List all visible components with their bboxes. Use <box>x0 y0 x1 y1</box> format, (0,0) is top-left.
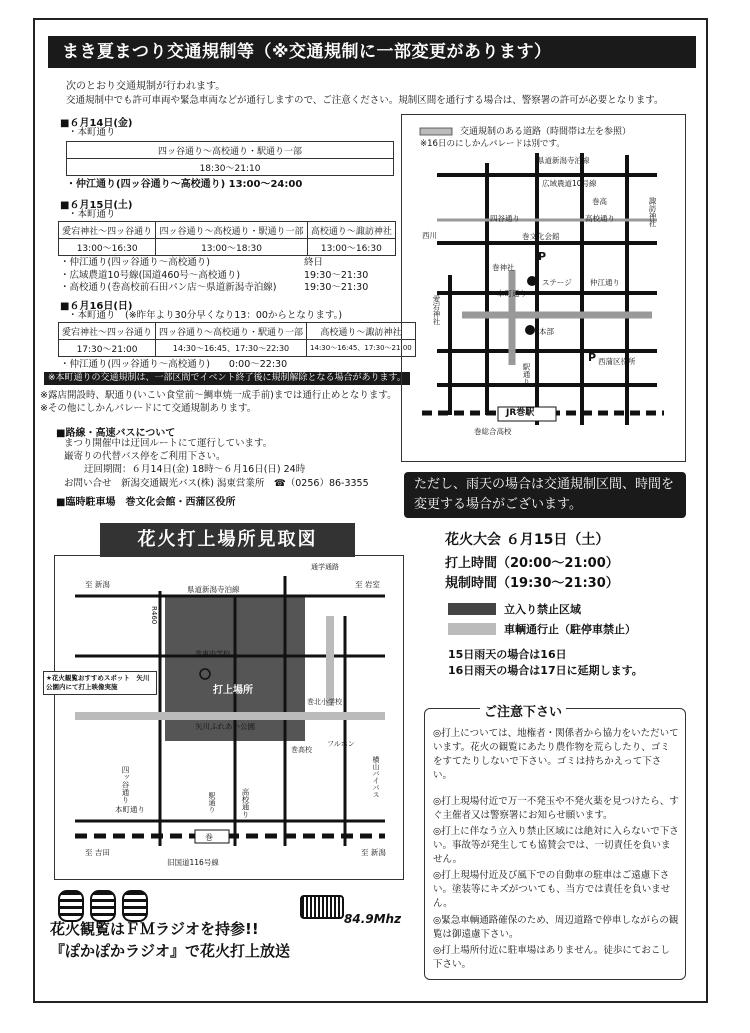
caution-item: ◎打上現場付近及び風下での自動車の駐車はご遠慮下さい。塗装等にキズがついても、当方では責任を負いません。 <box>433 870 671 909</box>
bus-line: まつり開催中は迂回ルートにて運行しています。 <box>64 438 273 449</box>
map2-label: 至 吉田 <box>85 848 110 857</box>
map2-label: 巻東中学校 <box>195 650 230 658</box>
day2-note-time: 19:30～21:30 <box>304 270 369 281</box>
fireworks-map <box>46 555 404 880</box>
day2-note: ・仲江通り(四ッ谷通り～高校通り) <box>60 257 210 268</box>
fest-rain1: 15日雨天の場合は16日 <box>448 648 567 661</box>
radio-icon <box>300 895 344 919</box>
map2-label: 至 岩室 <box>355 580 380 589</box>
day1-cell-route: 四ッ谷通り～高校通り・駅通り一部 <box>67 142 394 159</box>
bus-line: 巌寄りの代替バス停をご利用下さい。 <box>64 451 226 462</box>
day2-table <box>58 221 396 256</box>
day2-time: 13:00～16:30 <box>59 239 156 256</box>
legend-swatch-light <box>448 623 496 635</box>
map2-label: 旧国道116号線 <box>167 858 219 867</box>
map1-label: 西蒲区役所 <box>598 357 636 366</box>
map2-label: 県道新潟寺泊線 <box>187 585 240 594</box>
map1-label: 本町通り <box>497 289 527 298</box>
map1-legend: 交通規制のある道路（時間帯は左を参照） <box>460 127 632 137</box>
day3-route: ・本町通り (※昨年より30分早くなり13：00からとなります。) <box>68 310 343 321</box>
legend-swatch-dark <box>448 603 496 615</box>
day1-route: ・本町通り <box>68 127 116 138</box>
map1-label: ステージ <box>542 278 572 287</box>
day2-time: 13:00～16:30 <box>307 239 395 256</box>
caution-item: ◎打上に伴なう立入り禁止区域には絶対に入らないで下さい。事故等が発生しても協賛会では、一切責任を負いません。 <box>433 826 679 865</box>
legend-label: 立入り禁止区域 <box>504 603 581 616</box>
map2-label: 打上場所 <box>213 685 253 696</box>
day1-extra: ・仲江通り(四ッ谷通り～高校通り) 13:00～24:00 <box>66 179 303 190</box>
map2-label: 矢川ふれあい公園 <box>195 722 255 731</box>
legend-label: 車輌通行止（駐停車禁止） <box>504 623 636 636</box>
map1-label: 四谷通り <box>490 214 520 223</box>
bus-contact: お問い合せ 新潟交通観光バス(株) 潟東営業所 ☎（0256）86-3355 <box>64 478 369 489</box>
day3-extra: ・仲江通り(四ッ谷通り～高校通り) 0:00～22:30 <box>60 359 288 370</box>
map2-label: 至 新潟 <box>361 848 386 857</box>
day1-heading: ■６月14日(金) <box>60 118 133 129</box>
radio-freq: 84.9Mhz <box>344 912 402 926</box>
map1-label: 諏訪神社 <box>648 197 657 227</box>
fest-control: 規制時間（19:30～21:30） <box>445 576 619 591</box>
map2-label: 横山バイパス <box>372 756 380 798</box>
map2-label: 巻高校 <box>291 746 312 754</box>
note-1: ※露店開設時、駅通り(いこい食堂前～鯛車焼一成手前)までは通行止めとなります。 <box>40 390 397 401</box>
day2-route: ・本町通り <box>68 209 116 220</box>
map1-label: 県道新潟寺泊線 <box>537 156 590 165</box>
day1-cell-time: 18:30～21:10 <box>67 159 394 176</box>
map1-label: 巻総合高校 <box>474 427 512 436</box>
map1-label: JR巻駅 <box>506 408 535 418</box>
day3-col: 愛宕神社～四ッ谷通り <box>59 323 156 340</box>
map1-label: 巻文化会館 <box>522 232 560 241</box>
map1-label: 高校通り <box>585 214 615 223</box>
day3-col: 四ッ谷通り～高校通り・駅通り一部 <box>156 323 307 340</box>
map1-label: 広域農道10号線 <box>542 179 597 188</box>
map1-label: 愛宕神社 <box>432 295 441 325</box>
intro-line2: 交通規制中でも許可車両や緊急車両などが通行しますので、ご注意ください。規制区間を通行する場合は、警察署の許可が必要となります。 <box>66 95 664 106</box>
caution-item: ◎打上現場付近で万一不発玉や不発火薬を見つけたら、すぐ主催者又は警察署にお知らせ願います。 <box>433 796 679 821</box>
day2-heading: ■６月15日(土) <box>60 200 133 211</box>
caution-box <box>424 705 686 980</box>
day2-note: ・広域農道10号線(国道460号～高校通り) <box>60 270 241 281</box>
map2-label: R460 <box>150 606 158 625</box>
day3-heading: ■６月16日(日) <box>60 301 133 312</box>
day2-note: ・高校通り(巻高校前石田パン店～県道新潟寺泊線) <box>60 282 277 293</box>
caution-item: ◎打上については、地権者・関係者から協力をいただいています。花火の観覧にあたり農作物を荒らしたり、ゴミをすてたりしないで下さい。ゴミは持ちかえって下さい。 <box>433 728 679 781</box>
map1-label: P <box>588 351 597 364</box>
traffic-map <box>401 114 686 462</box>
map2-label: フルホン <box>327 740 355 748</box>
map2-spot: ★花火観覧おすすめスポット 矢川公園内にて打上映像実施 <box>43 671 157 695</box>
day2-time: 13:00～18:30 <box>156 239 307 256</box>
bus-line: 迂回期間：６月14日(金) 18時～６月16日(日) 24時 <box>84 464 306 475</box>
map1-note: ※16日のにしかんパレードは別です。 <box>420 139 565 149</box>
map2-label: 巻 <box>205 833 213 842</box>
map1-label: 巻高 <box>592 197 607 206</box>
map1-label: 本部 <box>539 327 554 336</box>
fireworks-map-title: 花火打上場所見取図 <box>100 523 355 557</box>
parking: ■臨時駐車場 巻文化会館・西蒲区役所 <box>56 497 236 508</box>
radio-line2: 『ぽかぽかラジオ』で花火打上放送 <box>50 942 291 960</box>
radio-line1: 花火観覧はＦＭラジオを持参!! <box>50 920 259 938</box>
day1-table <box>66 141 394 176</box>
note-2: ※その他にしかんパレードにて交通規制あります。 <box>40 403 257 414</box>
caution-item: ◎緊急車輌通路確保のため、周辺道路で停車しながらの観覧は御遠慮下さい。 <box>433 915 679 940</box>
map2-label: 駅通り <box>208 792 216 813</box>
day3-table <box>58 322 416 357</box>
map2-label: 本町通り <box>115 805 145 814</box>
map1-label: 巻神社 <box>492 263 515 272</box>
note-dark: ※本町通りの交通規制は、一部区間でイベント終了後に規制解除となる場合があります。 <box>44 372 410 385</box>
radio-text <box>50 918 290 962</box>
map2-label: 高校通り <box>241 788 250 818</box>
day2-note-time: 19:30～21:30 <box>304 282 369 293</box>
day2-col: 四ッ谷通り～高校通り・駅通り一部 <box>156 222 307 239</box>
map2-label: 至 新潟 <box>85 580 110 589</box>
intro-line1: 次のとおり交通規制が行われます。 <box>66 81 226 92</box>
map1-label: 仲江通り <box>590 278 620 287</box>
day3-col: 高校通り～諏訪神社 <box>307 323 416 340</box>
map1-label: 駅通り <box>522 363 531 386</box>
day3-time: 17:30～21:00 <box>59 340 156 357</box>
day3-time: 14:30～16:45、17:30～22:30 <box>156 340 307 357</box>
page-title: まき夏まつり交通規制等（※交通規制に一部変更があります） <box>48 36 696 68</box>
fest-info <box>445 530 619 594</box>
map2-label: 通学通路 <box>311 563 339 571</box>
caution-title: ご注意下さい <box>480 701 566 720</box>
fest-rain2: 16日雨天の場合は17日に延期します。 <box>448 664 643 677</box>
map1-label: P <box>538 250 547 263</box>
rain-notice: ただし、雨天の場合は交通規制区間、時間を変更する場合がございます。 <box>404 472 686 518</box>
day2-col: 高校通り～諏訪神社 <box>307 222 395 239</box>
bus-heading: ■路線・高速バスについて <box>56 428 176 439</box>
day2-note-time: 終日 <box>304 257 324 268</box>
day2-col: 愛宕神社～四ッ谷通り <box>59 222 156 239</box>
day3-time: 14:30～16:45、17:30～21:00 <box>307 340 416 357</box>
fest-title: 花火大会 ６月15日（土） <box>445 532 610 548</box>
fest-launch: 打上時間（20:00～21:00） <box>445 556 619 571</box>
map2-label: 四ッ谷通り <box>121 766 130 804</box>
map1-label: 西川 <box>422 231 437 240</box>
map2-label: 巻北小学校 <box>307 698 342 706</box>
intro <box>66 80 696 108</box>
caution-item: ◎打上場所付近に駐車場はありません。徒歩にておこし下さい。 <box>433 945 670 970</box>
